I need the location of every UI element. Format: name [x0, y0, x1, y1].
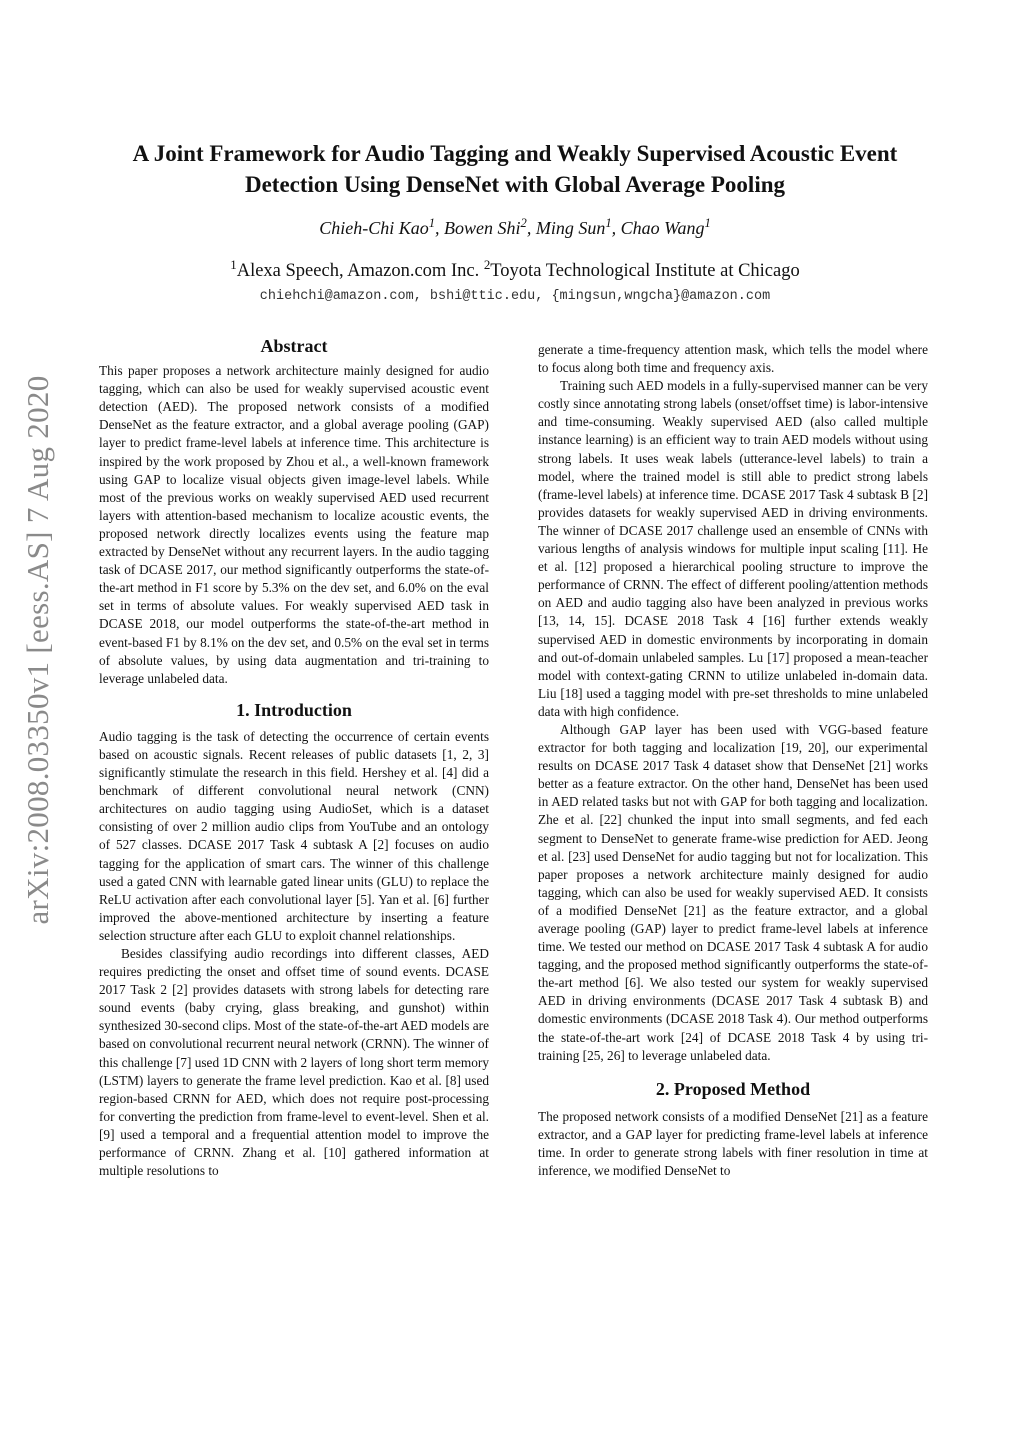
abstract-text: This paper proposes a network architecture mainly designed for audio tagging, which can also be used for weakly supervised acoustic event detection (AED). The proposed network consists of a modified DenseNet as the feature extractor, and a global average pooling (GAP) layer to predict frame-level labels at inference time. This architecture is inspired by the work proposed by Zhou et al., a well-known framework using GAP to localize visual objects given image-level labels. While most of the previous works on weakly supervised AED used recurrent layers with attention-based mechanism to localize acoustic events, the proposed network directly localizes events using the feature map extracted by DenseNet without any recurrent layers. In the audio tagging task of DCASE 2017, our method significantly outperforms the state-of-the-art method in F1 score by 5.3% on the dev set, and 6.0% on the eval set in terms of absolute values. For weakly supervised AED task in DCASE 2018, our model outperforms the state-of-the-art method in event-based F1 by 8.1% on the dev set, and 0.5% on the eval set in terms of absolute values, by using data augmentation and tri-training to leverage unlabeled data.	[99, 363, 489, 686]
paper-title: A Joint Framework for Audio Tagging and Weakly Supervised Acoustic Event Detection Using DenseNet with Global Average Pooling	[132, 141, 898, 197]
author-name: Bowen Shi	[444, 218, 521, 238]
affil-mark: 2	[483, 256, 491, 272]
affiliation-ttic: Toyota Technological Institute at Chicago	[490, 261, 800, 281]
left-column	[99, 337, 489, 1180]
intro-paragraph: generate a time-frequency attention mask, which tells the model where to focus along both time and frequency axis.	[538, 342, 928, 376]
intro-paragraph: Although GAP layer has been used with VGG-based feature extractor for both tagging and localization [19, 20], our experimental results on DCASE 2017 Task 4 dataset show that DenseNet [21] works better as a feature extractor. On the other hand, DenseNet has been used in AED related tasks but not with GAP for both tagging and localization. Zhe et al. [22] chunked the input into small segments, and fed each segment to DenseNet to generate frame-wise prediction for AED. Jeong et al. [23] used DenseNet for audio tagging but not for localization. This paper proposes a network architecture mainly designed for audio tagging, which can also be used for weakly supervised AED. It consists of a modified DenseNet [21] as the feature extractor, and a global average pooling (GAP) layer to predict frame-level labels at inference time. We tested our method on DCASE 2017 Task 4 subtask A for audio tagging, and the proposed method significantly outperforms the state-of-the-art method [6]. We also tested our system for weakly supervised AED in driving environments (DCASE 2017 Task 4 subtask B) and domestic environments (DCASE 2018 Task 4). Our method outperforms the state-of-the-art work [24] of DCASE 2018 Task 4 by using tri-training [25, 26] to leverage unlabeled data.	[538, 721, 928, 1063]
author-name: Chao Wang	[620, 218, 705, 238]
author-affil-mark: 1	[704, 216, 711, 230]
intro-paragraph: Audio tagging is the task of detecting the occurrence of certain events based on acoustic signals. Recent releases of public datasets [1, 2, 3] significantly stimulate the research in this field. Hershey et al. [4] did a benchmark of different convolutional neural network (CNN) architectures on audio tagging using AudioSet, which is a dataset consisting of over 2 million audio clips from YouTube and an ontology of 527 classes. DCASE 2017 Task 4 subtask A [2] focuses on audio tagging for the application of smart cars. The winner of this challenge used a gated CNN with learnable gated linear units (GLU) to replace the ReLU activation after each convolutional layer [5]. Yan et al. [6] further improved the above-mentioned architecture by inserting a feature selection structure after each GLU to exploit channel relationships.	[99, 728, 489, 943]
author-name: Ming Sun	[535, 218, 606, 238]
arxiv-side-label-container	[8, 200, 68, 1100]
right-column	[538, 341, 928, 1180]
author-separator: ,	[611, 218, 621, 238]
intro-paragraph: Besides classifying audio recordings into different classes, AED requires predicting the onset and offset time of sound events. DCASE 2017 Task 2 [2] provides datasets with strong labels for detecting rare sound events (baby crying, glass breaking, and gunshot) within synthesized 30-second clips. Most of the state-of-the-art AED models are based on convolutional recurrent neural network (CRNN). The winner of this challenge [7] used 1D CNN with 2 layers of long short term memory (LSTM) layers to generate the frame level prediction. Kao et al. [8] used region-based CRNN for AED, which does not require post-processing for converting the prediction from frame-level to event-level. Shen et al. [9] used a temporal and a frequential attention model to improve the performance of CRNN. Zhang et al. [10] gathered information at multiple resolutions to	[99, 946, 489, 1179]
author-affil-mark: 2	[520, 216, 527, 230]
affiliation-amazon: Alexa Speech, Amazon.com Inc.	[236, 261, 480, 281]
abstract-heading: Abstract	[260, 336, 328, 356]
affil-mark: 1	[230, 256, 237, 272]
arxiv-side-label: arXiv:2008.03350v1 [eess.AS] 7 Aug 2020	[20, 375, 55, 925]
author-name: Chieh-Chi Kao	[319, 218, 429, 238]
method-paragraph: The proposed network consists of a modified DenseNet [21] as a feature extractor, and a GAP layer for predicting frame-level labels at inference time. In order to generate strong labels with finer resolution in time at inference, we modified DenseNet to	[538, 1108, 928, 1179]
author-affil-mark: 1	[428, 216, 436, 230]
intro-paragraph: Training such AED models in a fully-supervised manner can be very costly since annotating strong labels (onset/offset time) is labor-intensive and time-consuming. Weakly supervised AED (also called multiple instance learning) is an efficient way to train AED models without using strong labels. It uses weak labels (utterance-level labels) to train a model, where the trained model is still able to predict strong labels (frame-level labels) at inference time. DCASE 2017 Task 4 subtask B [2] provides datasets for weakly supervised AED in driving environments. The winner of DCASE 2017 challenge used an ensemble of CNNs with various lengths of analysis windows for multiple input scaling [11]. He et al. [12] proposed a hierarchical pooling structure to improve the performance of CRNN. The effect of different pooling/attention methods on AED and audio tagging also have been analyzed in previous works [13, 14, 15]. DCASE 2018 Task 4 [16] further extends weakly supervised AED in domestic environments by incorporating in domain and out-of-domain unlabeled samples. Lu [17] proposed a mean-teacher model with context-gating CRNN to utilize unlabeled in-domain data. Liu [18] used a tagging model with pre-set thresholds to mine unlabeled data with high confidence.	[538, 378, 928, 719]
author-list	[100, 218, 930, 239]
author-emails: chiehchi@amazon.com, bshi@ttic.edu, {mingsun,wngcha}@amazon.com	[259, 289, 771, 304]
affiliations	[100, 256, 930, 282]
author-affil-mark: 1	[605, 216, 612, 230]
author-separator: ,	[526, 218, 536, 238]
method-heading: 2. Proposed Method	[655, 1078, 811, 1099]
intro-heading: 1. Introduction	[236, 699, 352, 720]
author-separator: ,	[435, 218, 445, 238]
